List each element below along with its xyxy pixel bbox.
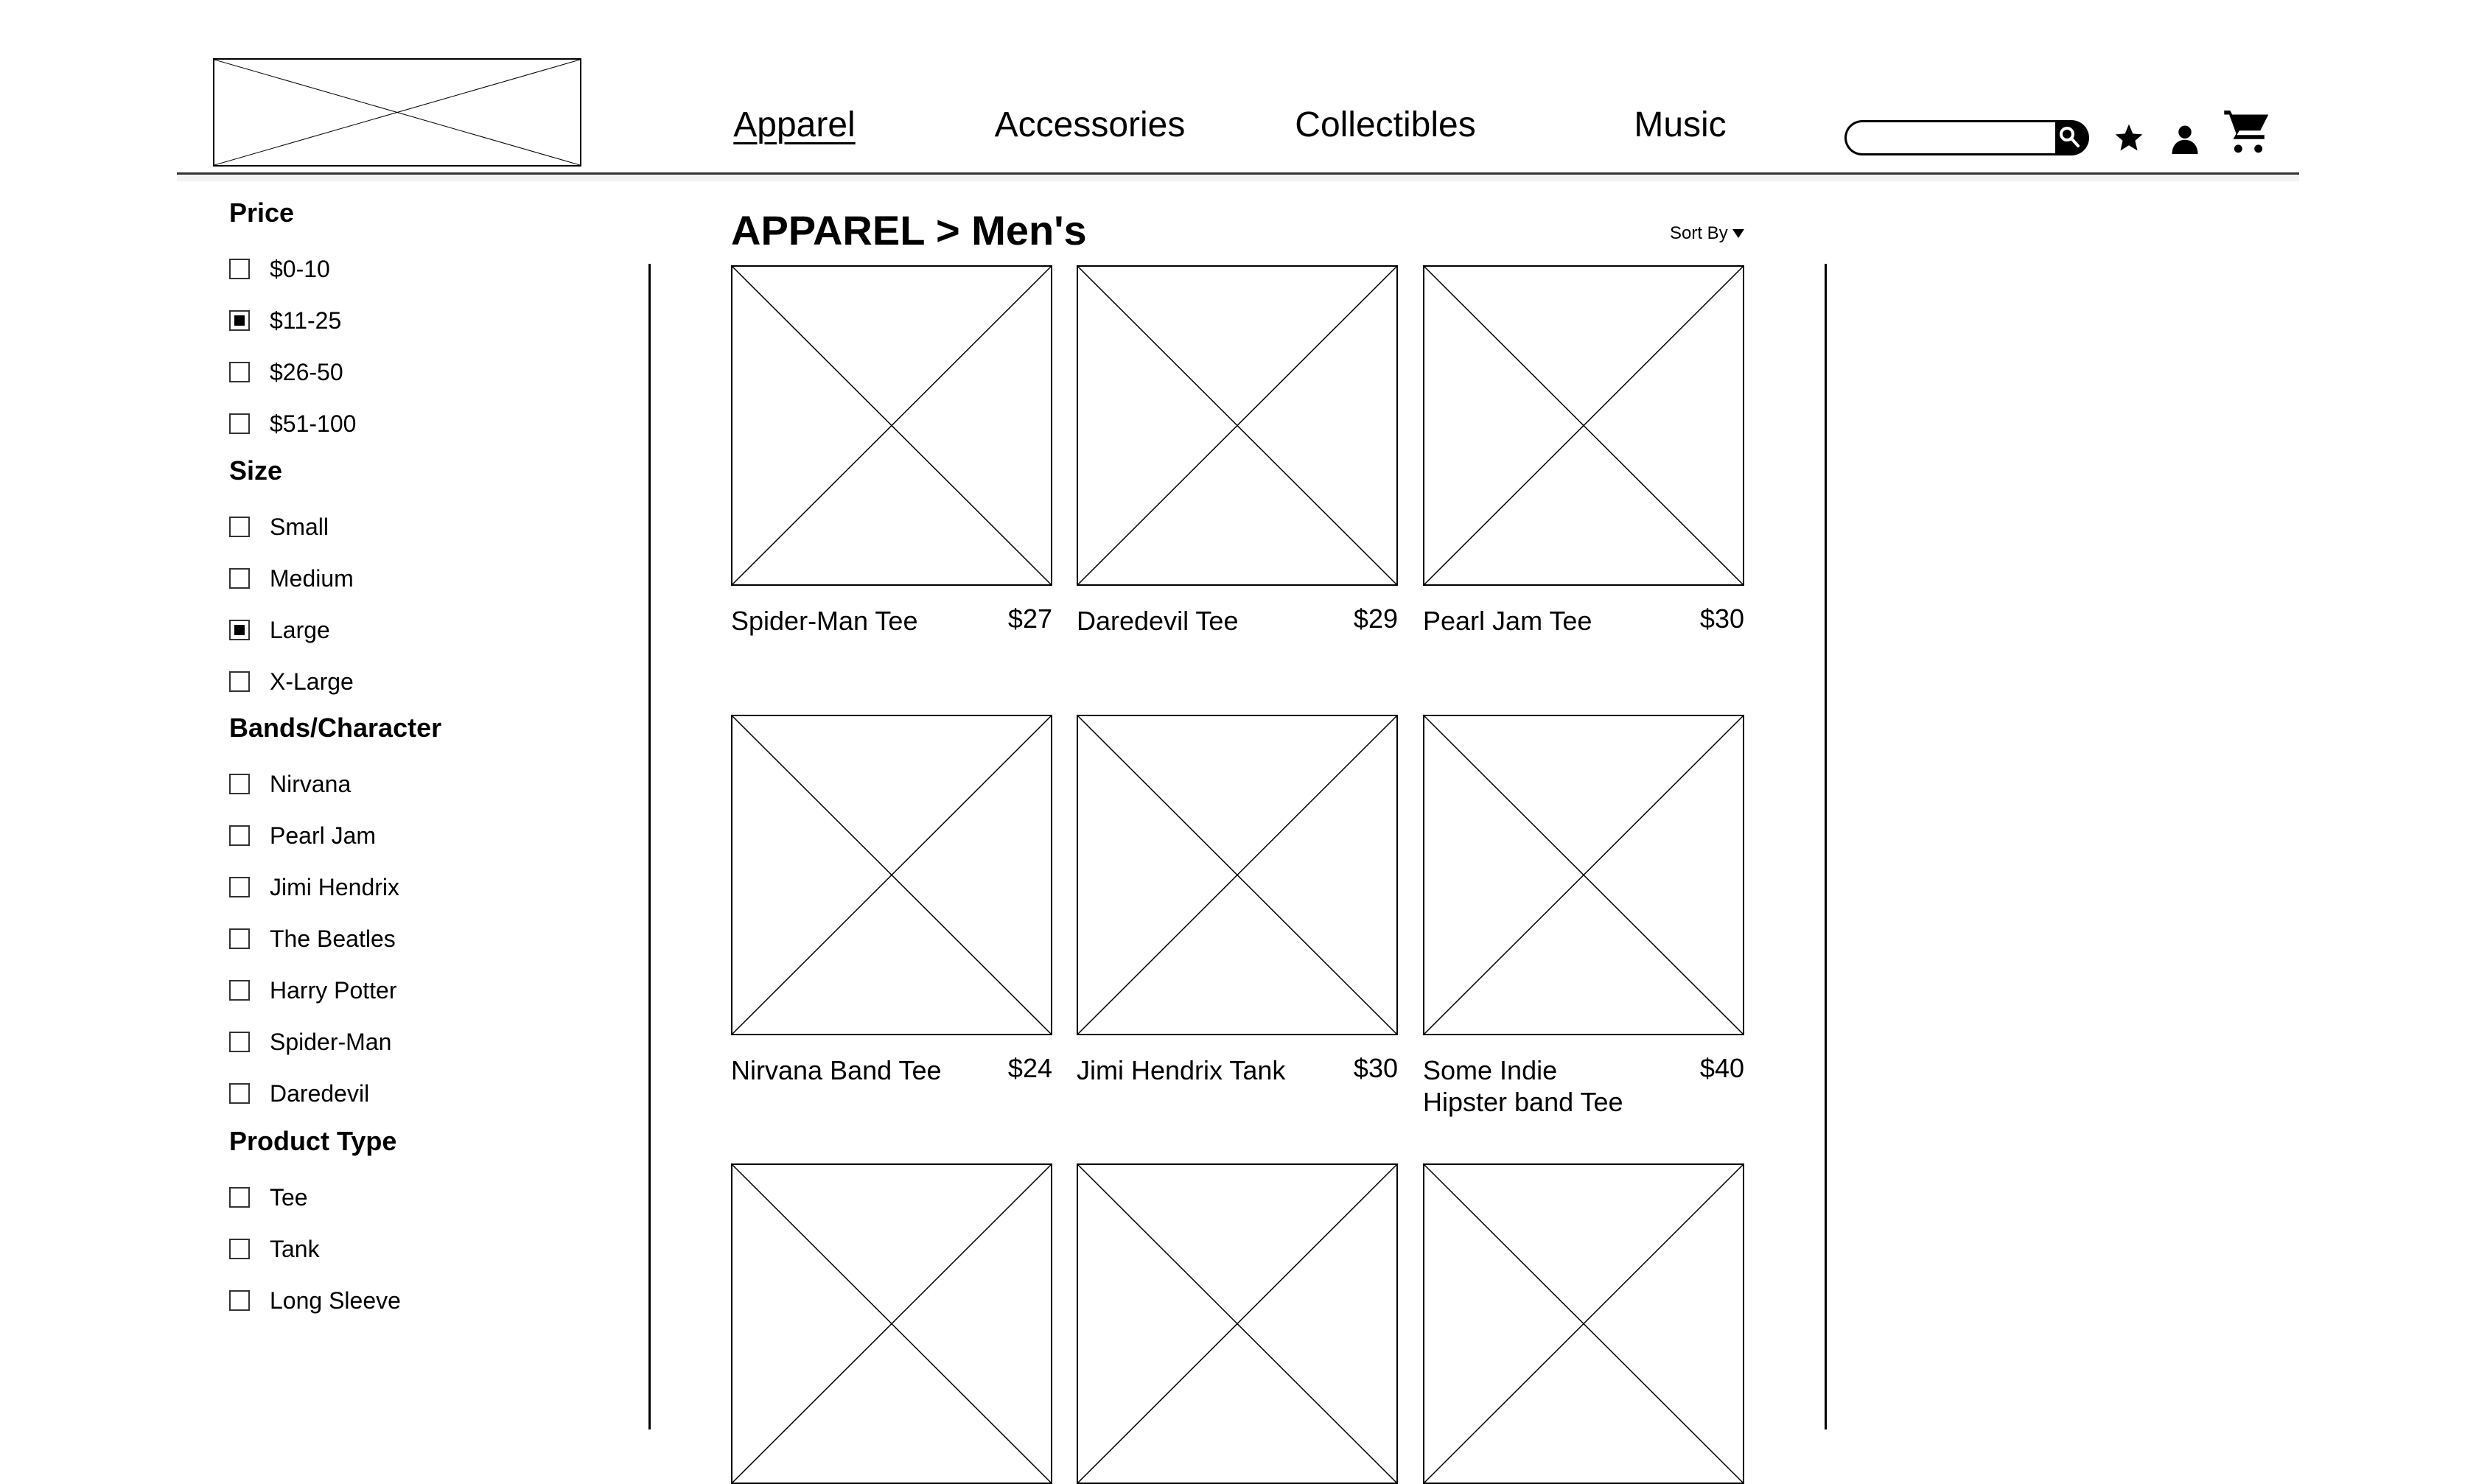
sort-by-dropdown[interactable] bbox=[1670, 223, 1744, 244]
filter-checkbox[interactable] bbox=[229, 310, 250, 331]
nav-collectibles[interactable]: Collectibles bbox=[1295, 105, 1476, 144]
filter-option-label: The Beatles bbox=[270, 925, 396, 952]
product-price: $40 bbox=[1699, 1053, 1744, 1083]
filter-option[interactable] bbox=[229, 357, 343, 387]
filter-option-label: Harry Potter bbox=[270, 976, 397, 1004]
filter-option[interactable] bbox=[229, 821, 376, 850]
filter-checkbox[interactable] bbox=[229, 1083, 250, 1104]
product-name[interactable]: Jimi Hendrix Tank bbox=[1077, 1055, 1286, 1085]
product-image-placeholder[interactable] bbox=[1077, 1163, 1398, 1484]
search-bar bbox=[1844, 120, 2089, 155]
filter-checkbox[interactable] bbox=[229, 517, 250, 537]
filter-option[interactable] bbox=[229, 615, 330, 645]
page-title: APPAREL > Men's bbox=[731, 207, 1087, 253]
filter-checkbox[interactable] bbox=[229, 825, 250, 846]
sidebar-divider bbox=[648, 264, 651, 1429]
product-price: $27 bbox=[1007, 603, 1052, 634]
filter-checkbox[interactable] bbox=[229, 568, 250, 589]
product-name[interactable]: Spider-Man Tee bbox=[731, 606, 918, 636]
filter-option[interactable] bbox=[229, 564, 354, 593]
product-image-placeholder[interactable] bbox=[1423, 1163, 1744, 1484]
filter-heading: Size bbox=[229, 455, 283, 486]
filter-option-label: Jimi Hendrix bbox=[270, 873, 400, 900]
filter-option[interactable] bbox=[229, 769, 351, 799]
filter-option[interactable] bbox=[229, 872, 399, 902]
product-image-placeholder[interactable] bbox=[1423, 265, 1744, 586]
filter-checkbox[interactable] bbox=[229, 1239, 250, 1259]
product-price: $30 bbox=[1353, 1053, 1398, 1083]
filter-heading: Price bbox=[229, 197, 295, 228]
filter-option[interactable] bbox=[229, 254, 330, 284]
filter-option[interactable] bbox=[229, 306, 341, 335]
caret-down-icon bbox=[1732, 229, 1744, 238]
filter-option-label: Nirvana bbox=[270, 770, 352, 797]
filter-option-label: Daredevil bbox=[270, 1079, 370, 1107]
content-divider bbox=[1825, 264, 1827, 1429]
filter-option-label: Tank bbox=[270, 1235, 320, 1262]
filter-option-label: $51-100 bbox=[270, 410, 357, 437]
filter-checkbox[interactable] bbox=[229, 1290, 250, 1311]
filter-option-label: Large bbox=[270, 616, 330, 643]
search-icon bbox=[2055, 120, 2089, 155]
filter-option-label: $0-10 bbox=[270, 255, 330, 282]
product-price: $29 bbox=[1353, 603, 1398, 634]
filter-option-label: Long Sleeve bbox=[270, 1287, 401, 1314]
product-image-placeholder[interactable] bbox=[1423, 715, 1744, 1035]
filter-option-label: $26-50 bbox=[270, 358, 343, 385]
filter-checkbox[interactable] bbox=[229, 362, 250, 382]
filter-checkbox[interactable] bbox=[229, 620, 250, 640]
logo-placeholder[interactable] bbox=[213, 58, 581, 167]
product-image-placeholder[interactable] bbox=[731, 265, 1052, 586]
filter-option[interactable] bbox=[229, 1286, 401, 1315]
filter-option-label: X-Large bbox=[270, 668, 354, 695]
filter-option[interactable] bbox=[229, 1027, 391, 1057]
filter-checkbox[interactable] bbox=[229, 774, 250, 794]
user-icon[interactable] bbox=[2169, 122, 2200, 155]
filter-option[interactable] bbox=[229, 409, 356, 438]
cart-icon[interactable] bbox=[2224, 111, 2273, 155]
filter-checkbox[interactable] bbox=[229, 413, 250, 434]
nav-accessories[interactable]: Accessories bbox=[994, 105, 1186, 144]
filter-option[interactable] bbox=[229, 924, 396, 953]
filter-checkbox[interactable] bbox=[229, 671, 250, 692]
filter-checkbox[interactable] bbox=[229, 980, 250, 1001]
filter-option-label: Medium bbox=[270, 564, 354, 592]
filter-option[interactable] bbox=[229, 512, 329, 542]
filter-heading: Product Type bbox=[229, 1126, 397, 1156]
product-price: $30 bbox=[1699, 603, 1744, 634]
search-input[interactable] bbox=[1844, 120, 2063, 155]
product-image-placeholder[interactable] bbox=[731, 1163, 1052, 1484]
filter-option[interactable] bbox=[229, 667, 354, 696]
filter-checkbox[interactable] bbox=[229, 928, 250, 949]
product-name[interactable]: Daredevil Tee bbox=[1077, 606, 1239, 636]
product-price: $24 bbox=[1007, 1053, 1052, 1083]
filter-option[interactable] bbox=[229, 1079, 369, 1108]
filter-option-label: Spider-Man bbox=[270, 1028, 392, 1055]
filter-option[interactable] bbox=[229, 1234, 320, 1264]
filter-checkbox[interactable] bbox=[229, 259, 250, 279]
filter-checkbox[interactable] bbox=[229, 1032, 250, 1052]
filter-option[interactable] bbox=[229, 1183, 308, 1212]
header-shadow bbox=[177, 175, 2299, 181]
filter-heading: Bands/Character bbox=[229, 713, 442, 743]
filter-checkbox[interactable] bbox=[229, 1187, 250, 1208]
filter-option-label: Small bbox=[270, 513, 329, 540]
filter-option-label: Tee bbox=[270, 1183, 308, 1211]
filter-option-label: $11-25 bbox=[270, 307, 342, 334]
product-image-placeholder[interactable] bbox=[731, 715, 1052, 1035]
product-image-placeholder[interactable] bbox=[1077, 715, 1398, 1035]
sort-by-label: Sort By bbox=[1670, 223, 1728, 243]
nav-music[interactable]: Music bbox=[1634, 105, 1727, 144]
filter-checkbox[interactable] bbox=[229, 877, 250, 897]
nav-apparel[interactable]: Apparel bbox=[733, 105, 856, 144]
star-icon[interactable] bbox=[2113, 122, 2145, 154]
product-name[interactable]: Nirvana Band Tee bbox=[731, 1055, 942, 1085]
filter-option-label: Pearl Jam bbox=[270, 822, 377, 849]
product-image-placeholder[interactable] bbox=[1077, 265, 1398, 586]
product-name[interactable]: Some Indie Hipster band Tee bbox=[1423, 1055, 1623, 1117]
filter-option[interactable] bbox=[229, 976, 396, 1005]
search-button[interactable] bbox=[2055, 120, 2089, 155]
product-name[interactable]: Pearl Jam Tee bbox=[1423, 606, 1592, 636]
